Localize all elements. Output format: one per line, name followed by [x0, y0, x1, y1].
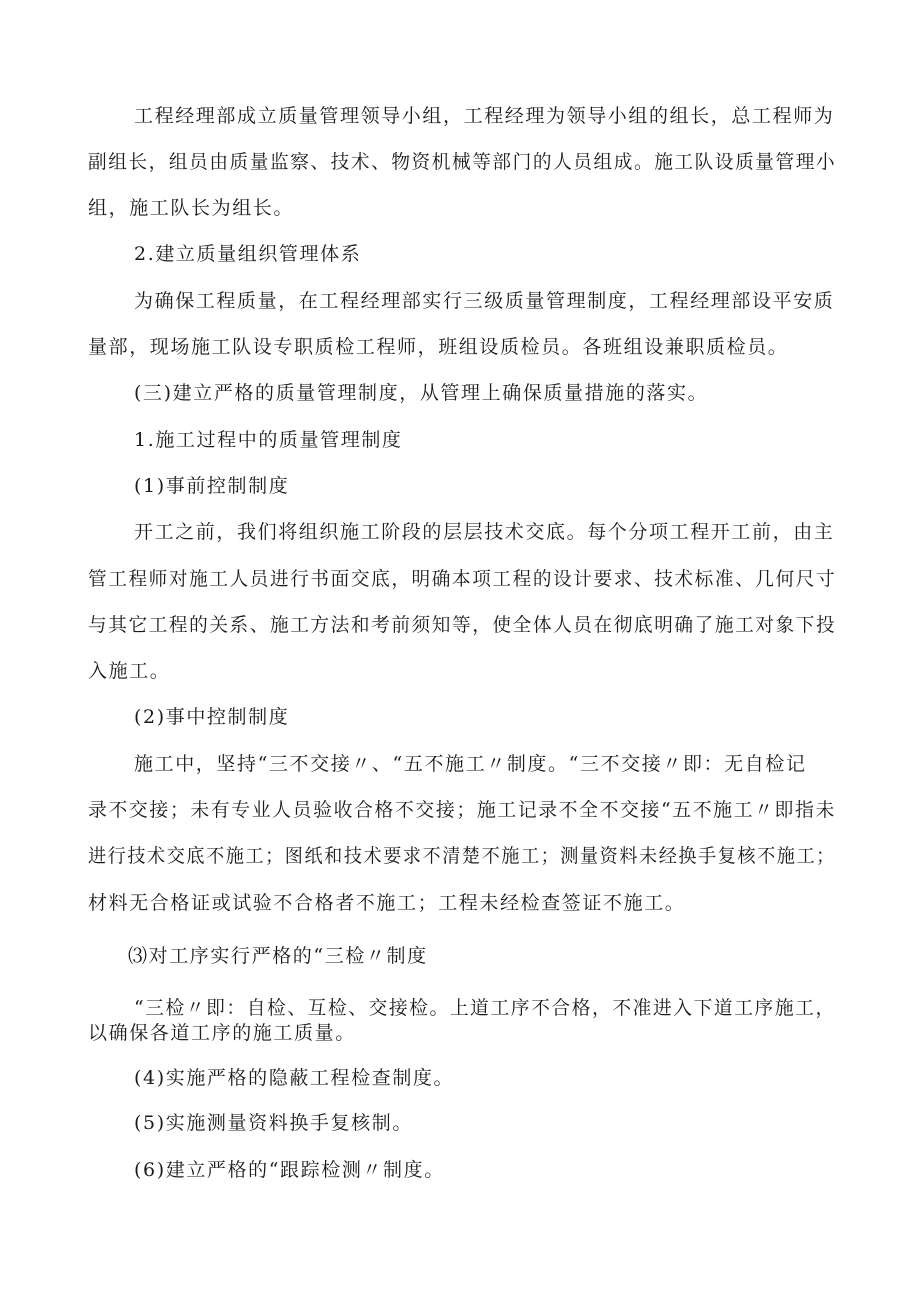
text-line: 录不交接；未有专业人员验收合格不交接；施工记录不全不交接“五不施工〃即指未 [88, 799, 836, 821]
list-item: (5)实施测量资料换手复核制。 [134, 1112, 413, 1134]
text-line: 工程经理部成立质量管理领导小组，工程经理为领导小组的组长，总工程师为 [134, 105, 835, 127]
text-line: 副组长，组员由质量监察、技术、物资机械等部门的人员组成。施工队设质量管理小 [88, 151, 837, 173]
list-item: (4)实施严格的隐蔽工程检查制度。 [134, 1067, 455, 1089]
text-line: 以确保各道工序的施工质量。 [88, 1022, 356, 1044]
list-item: (6)建立严格的“跟踪检测〃制度。 [134, 1159, 445, 1181]
text-line: 量部，现场施工队设专职质检工程师，班组设质检员。各班组设兼职质检员。 [88, 336, 789, 358]
text-line: 组，施工队长为组长。 [88, 197, 295, 219]
text-line: 进行技术交底不施工；图纸和技术要求不清楚不施工；测量资料未经换手复核不施工； [88, 845, 836, 867]
section-heading: 2.建立质量组织管理体系 [134, 243, 362, 265]
subsection-heading: (1)事前控制制度 [134, 475, 290, 497]
text-line: 材料无合格证或试验不合格者不施工；工程未经检查签证不施工。 [88, 892, 686, 914]
text-line: 与其它工程的关系、施工方法和考前须知等，使全体人员在彻底明确了施工对象下投 [88, 614, 837, 636]
text-line: 开工之前，我们将组织施工阶段的层层技术交底。每个分项工程开工前，由主 [134, 521, 835, 543]
text-line: 为确保工程质量，在工程经理部实行三级质量管理制度，工程经理部设平安质 [134, 290, 835, 312]
subsection-heading: ⑶对工序实行严格的“三检〃制度 [128, 945, 428, 967]
section-heading: (三)建立严格的质量管理制度，从管理上确保质量措施的落实。 [134, 382, 709, 404]
text-line: “三检〃即：自检、互检、交接检。上道工序不合格，不准进入下道工序施工， [134, 997, 836, 1019]
text-line: 施工中，坚持“三不交接〃、“五不施工〃制度。“三不交接〃即：无自检记 [134, 753, 807, 775]
subsection-heading: (2)事中控制制度 [134, 706, 290, 728]
text-line: 管工程师对施工人员进行书面交底，明确本项工程的设计要求、技术标准、几何尺寸 [88, 568, 837, 590]
text-line: 入施工。 [88, 660, 171, 682]
section-heading: 1.施工过程中的质量管理制度 [134, 429, 403, 451]
